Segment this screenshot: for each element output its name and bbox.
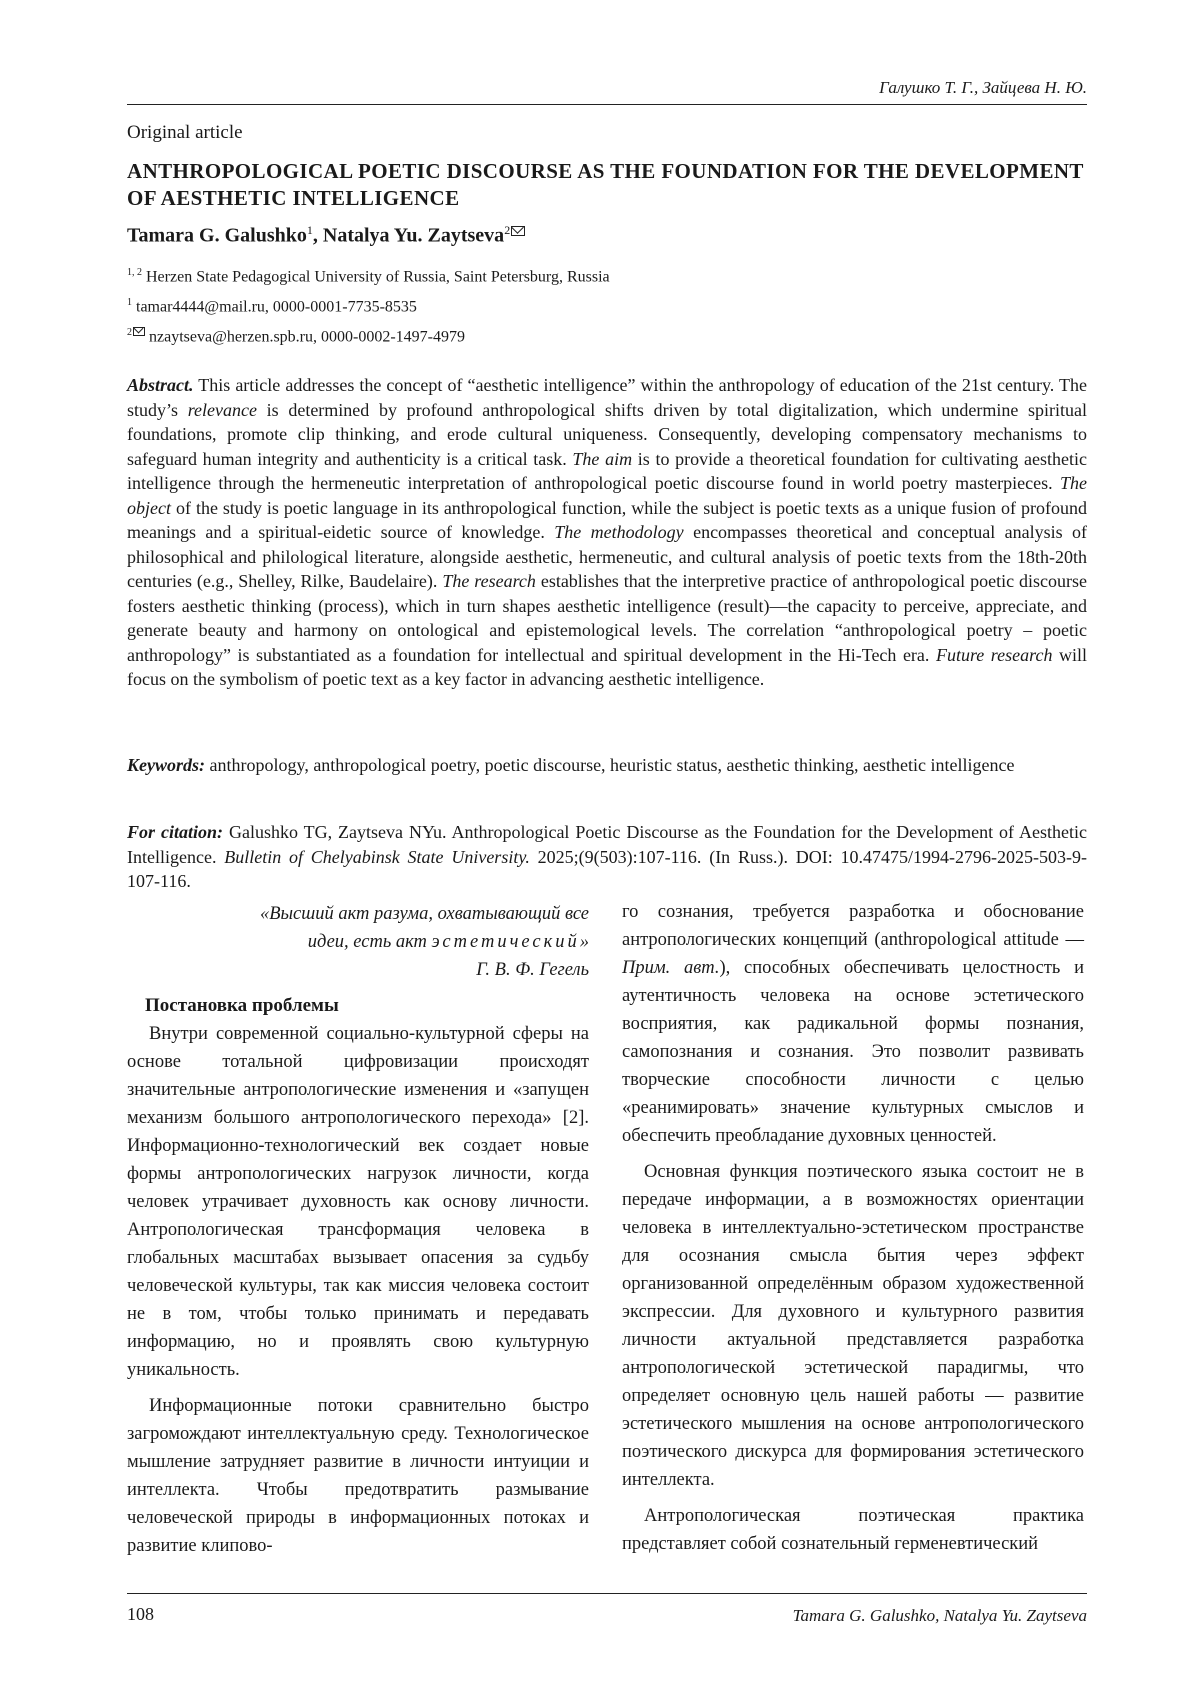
abstract-text: is to provide a theoretical foundation for cultivating aesthetic intelligence through the hermeneutic interpretation of anthropological poetic discourse found in world poetry masterpieces. <box>127 448 1088 493</box>
affiliation-text: Herzen State Pedagogical University of Russia, Saint Petersburg, Russia <box>142 268 610 286</box>
author-separator: , <box>312 224 323 247</box>
body-paragraph: Информационные потоки сравнительно быстро загромождают интеллектуальную среду. Технологическое мышление затрудняет развитие в личности интуиции и интеллекта. Чтобы предотвратить размывание человеческой природы в информационных потоках и развитие клипово- <box>127 1396 589 1556</box>
contact-2-mark: 2 <box>127 327 132 338</box>
author-1-contact <box>127 297 417 316</box>
abstract-emphasis: The object <box>127 473 1087 518</box>
abstract-text: will focus on the symbolism of poetic text as a key factor in advancing aesthetic intelligence. <box>127 644 1087 689</box>
abstract-emphasis: The methodology <box>554 522 684 542</box>
abstract-text: is determined by profound anthropological shifts driven by total digitalization, which undermine spiritual foundations, promote clip thinking, and erode cultural uniqueness. Consequently, developing compensatory mechanisms to safeguard human integrity and authenticity is a critical task. <box>127 399 1087 469</box>
keywords-label: Keywords: <box>127 755 205 775</box>
body-text: го сознания, требуется разработка и обоснование антропологических концепций (anthropological attitude — <box>622 902 1084 950</box>
keywords <box>127 753 1087 778</box>
left-column <box>127 900 589 1568</box>
author-note: Прим. авт. <box>622 958 720 978</box>
body-paragraph <box>622 898 1084 1150</box>
body-paragraph: Антропологическая поэтическая практика представляет собой сознательный герменевтический <box>622 1506 1084 1554</box>
epigraph-line-1: «Высший акт разума, охватывающий все <box>259 904 589 924</box>
body-paragraph: Внутри современной социально-культурной сферы на основе тотальной цифровизации происходят значительные антропологические изменения и «запущен механизм большого антропологического перехода» [2]. Информационно-технологический век создает новые формы антропологических нагрузок личности, когда человек утрачивает духовность как основу личности. Антропологическая трансформация человека в глобальных масштабах вызывает опасения за судьбу человеческой культуры, так как миссия человека состоит не в том, чтобы только принимать и передавать информацию, но и проявлять свою культурную уникальность. <box>127 1024 589 1380</box>
abstract-text: of the study is poetic language in its anthropological function, while the subject is poetic texts as a unique fusion of profound meanings and a spiritual-eidetic source of knowledge. <box>127 497 1087 542</box>
epigraph-line-2: идеи, есть акт <box>307 932 432 952</box>
citation-text: Galushko TG, Zaytseva NYu. Anthropological Poetic Discourse as the Foundation for the Development of Aesthetic Intelligence. <box>127 822 1087 867</box>
epigraph-spaced-word: эстетический <box>431 932 580 952</box>
page-number: 108 <box>127 1604 154 1624</box>
epigraph <box>127 900 589 984</box>
contact-1-text[interactable]: tamar4444@mail.ru, 0000-0001-7735-8535 <box>132 298 417 316</box>
article-title: ANTHROPOLOGICAL POETIC DISCOURSE AS THE FOUNDATION FOR THE DEVELOPMENT OF AESTHETIC INTELLIGENCE <box>127 159 1084 210</box>
abstract-text: encompasses theoretical and conceptual analysis of philosophical and philological literature, alongside aesthetic, hermeneutic, and cultural analysis of poetic texts from the 18th-20th centuries (e.g., Shelley, Rilke, Baudelaire). <box>127 522 1088 591</box>
article-type: Original article <box>127 122 243 143</box>
author-1-affil-mark: 1 <box>306 223 313 237</box>
author-2: Natalya Yu. Zaytseva <box>322 224 505 247</box>
abstract-text: This article addresses the concept of “aesthetic intelligence” within the anthropology of education of the 21st century. The study’s <box>127 375 1087 420</box>
body-paragraph: Основная функция поэтического языка состоит не в передаче информации, а в возможностях ориентации человека в интеллектуально-эстетическом пространстве для осознания смысла бытия через эффект организованной определённым образом художественной экспрессии. Для духовного и культурного развития личности актуальной представляется разработка антропологической эстетической парадигмы, что определяет основную цель нашей работы — развитие эстетического мышления на основе антропологического поэтического дискурса для формирования эстетического интеллекта. <box>622 1162 1084 1490</box>
body-text: ), способных обеспечивать целостность и аутентичность человека на основе эстетического восприятия, как радикальной формы познания, самопознания и сознания. Это позволит развивать творческие способности личности с целью «реанимировать» значение культурных смыслов и обеспечить преобладание духовных ценностей. <box>622 958 1084 1146</box>
running-head: Галушко Т. Г., Зайцева Н. Ю. <box>879 78 1087 97</box>
abstract-emphasis: relevance <box>187 399 257 420</box>
keywords-text: anthropology, anthropological poetry, poetic discourse, heuristic status, aesthetic thinking, aesthetic intelligence <box>205 755 1015 775</box>
header-rule <box>127 104 1087 105</box>
author-2-contact <box>127 327 465 346</box>
citation-text: 2025;(9(503):107-116. (In Russ.). DOI: 10.47475/1994-2796-2025-503-9-107-116. <box>127 846 1088 891</box>
abstract-emphasis: The research <box>442 571 536 591</box>
footer-rule <box>127 1593 1087 1594</box>
envelope-icon <box>133 327 145 336</box>
citation <box>127 820 1087 894</box>
affiliation-mark: 1, 2 <box>127 267 142 278</box>
abstract-label: Abstract. <box>127 375 194 395</box>
envelope-icon <box>511 226 525 236</box>
epigraph-line-2-end: » <box>579 932 589 952</box>
section-heading: Постановка проблемы <box>145 995 339 1016</box>
abstract-emphasis: The aim <box>572 448 633 469</box>
affiliation <box>127 267 610 286</box>
author-1: Tamara G. Galushko <box>127 224 307 247</box>
authors <box>127 223 525 248</box>
abstract <box>127 373 1087 692</box>
citation-journal: Bulletin of Chelyabinsk State University. <box>224 846 530 867</box>
abstract-emphasis: Future research <box>935 644 1053 665</box>
contact-2-text[interactable]: nzaytseva@herzen.spb.ru, 0000-0002-1497-4979 <box>145 328 465 346</box>
running-foot: Tamara G. Galushko, Natalya Yu. Zaytseva <box>792 1606 1087 1625</box>
abstract-text: establishes that the interpretive practice of anthropological poetic discourse fosters aesthetic thinking (process), which in turn shapes aesthetic intelligence (result)—the capacity to perceive, appreciate, and generate beauty and harmony on ontological and epistemological levels. The correlation “anthropological poetry – poetic anthropology” is substantiated as a foundation for intellectual and spiritual development in the Hi-Tech era. <box>127 571 1087 665</box>
epigraph-author: Г. В. Ф. Гегель <box>476 960 589 980</box>
right-column <box>622 898 1084 1566</box>
contact-1-mark: 1 <box>127 297 132 308</box>
citation-label: For citation: <box>127 822 223 842</box>
author-2-affil-mark: 2 <box>504 223 511 237</box>
